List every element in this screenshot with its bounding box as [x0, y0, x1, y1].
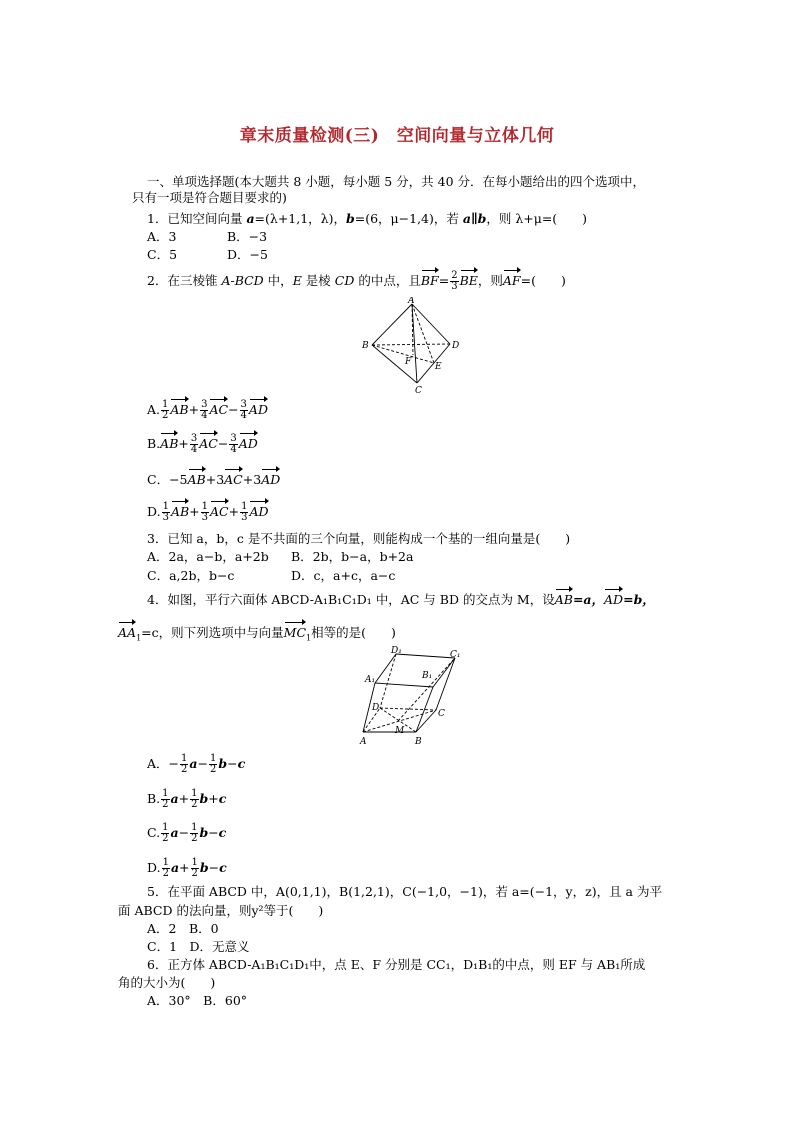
- question-5-stem-line1: 5．在平面 ABCD 中，A(0,1,1)，B(1,2,1)，C(−1,0，−1)，若 a=(−1，y，z)，且 a 为平: [147, 884, 662, 899]
- label-B1: B₁: [422, 671, 433, 681]
- label-B: B: [362, 341, 369, 351]
- q2-option-a: A. $\frac{1}{2}$ AB+ $\frac{3}{4}$ AC− $\frac{3}{4}$ AD: [147, 399, 268, 421]
- parallelepiped-figure: [358, 644, 468, 748]
- label-C: C: [415, 386, 422, 395]
- label-D: D: [372, 703, 380, 713]
- q5-options-cd: C．1 D．无意义: [147, 939, 250, 954]
- q1-option-a: A．3: [147, 229, 177, 244]
- label-C1: C₁: [450, 650, 461, 660]
- q3-option-c: C．a,2b，b−c: [147, 568, 235, 583]
- question-4-stem-line1: 4．如图，平行六面体 ABCD-A₁B₁C₁D₁ 中，AC 与 BD 的交点为 M，设AB=a，AD=b，: [147, 592, 655, 607]
- label-A1: A₁: [365, 675, 376, 685]
- q4-option-c: C. $\frac{1}{2}$ a− $\frac{1}{2}$ b−c: [147, 822, 227, 844]
- q2-option-b: B.AB+ $\frac{3}{4}$ AC− $\frac{3}{4}$ AD: [147, 433, 258, 455]
- page-title: 章末质量检测(三) 空间向量与立体几何: [239, 126, 555, 146]
- label-F: F: [405, 357, 412, 367]
- q6-options-ab: A．30° B．60°: [147, 993, 248, 1008]
- question-2-stem: 2．在三棱锥 A-BCD 中，E 是棱 CD 的中点，且BF= $\frac{2}{3}$ BE，则AF=( ): [147, 270, 566, 292]
- q1-option-b: B．−3: [227, 229, 268, 244]
- tetrahedron-figure: [360, 297, 470, 395]
- label-B: B: [415, 737, 422, 747]
- q5-options-ab: A．2 B．0: [147, 921, 219, 936]
- label-D1: D₁: [391, 646, 402, 656]
- q4-option-b: B. $\frac{1}{2}$ a+ $\frac{1}{2}$ b+c: [147, 788, 227, 810]
- section-header-line2: 只有一项是符合题目要求的): [132, 190, 287, 205]
- q1-option-d: D．−5: [227, 247, 268, 262]
- question-1-stem: 1．已知空间向量 a=(λ+1,1，λ)，b=(6，μ−1,4)，若 a∥b，则 λ+μ=( ): [147, 211, 588, 226]
- label-A: A: [408, 297, 415, 306]
- q3-option-d: D．c，a+c，a−c: [291, 568, 396, 583]
- label-C: C: [438, 709, 445, 719]
- q2-option-c: C．−5AB+3AC+3AD: [147, 472, 281, 487]
- question-6-stem-line2: 角的大小为( ): [118, 975, 216, 990]
- q3-option-a: A．2a，a−b，a+2b: [147, 549, 269, 564]
- question-5-stem-line2: 面 ABCD 的法向量，则y²等于( ): [118, 903, 324, 918]
- question-6-stem-line1: 6．正方体 ABCD-A₁B₁C₁D₁中，点 E、F 分别是 CC₁，D₁B₁的中点，则 EF 与 AB₁所成: [147, 957, 646, 972]
- question-4-stem-line2: $AA_1=c$，则下列选项中与向量$MC_1$相等的是( ): [118, 625, 396, 643]
- question-3-stem: 3．已知 a，b，c 是不共面的三个向量，则能构成一个基的一组向量是( ): [147, 531, 571, 546]
- label-M: M: [395, 726, 405, 736]
- q4-option-a: A．− $\frac{1}{2}$ a− $\frac{1}{2}$ b−c: [147, 753, 246, 775]
- section-header-line1: 一、单项选择题(本大题共 8 小题，每小题 5 分，共 40 分．在每小题给出的四个选项中，: [147, 174, 646, 189]
- label-D: D: [452, 341, 460, 351]
- q1-option-c: C．5: [147, 247, 178, 262]
- q4-option-d: D. $\frac{1}{2}$ a+ $\frac{1}{2}$ b−c: [147, 857, 227, 879]
- q2-option-d: D. $\frac{1}{3}$ AB+ $\frac{1}{3}$ AC+ $\frac{1}{3}$ AD: [147, 501, 269, 523]
- label-E: E: [435, 362, 442, 372]
- label-A: A: [360, 737, 367, 747]
- q3-option-b: B．2b，b−a，b+2a: [291, 549, 414, 564]
